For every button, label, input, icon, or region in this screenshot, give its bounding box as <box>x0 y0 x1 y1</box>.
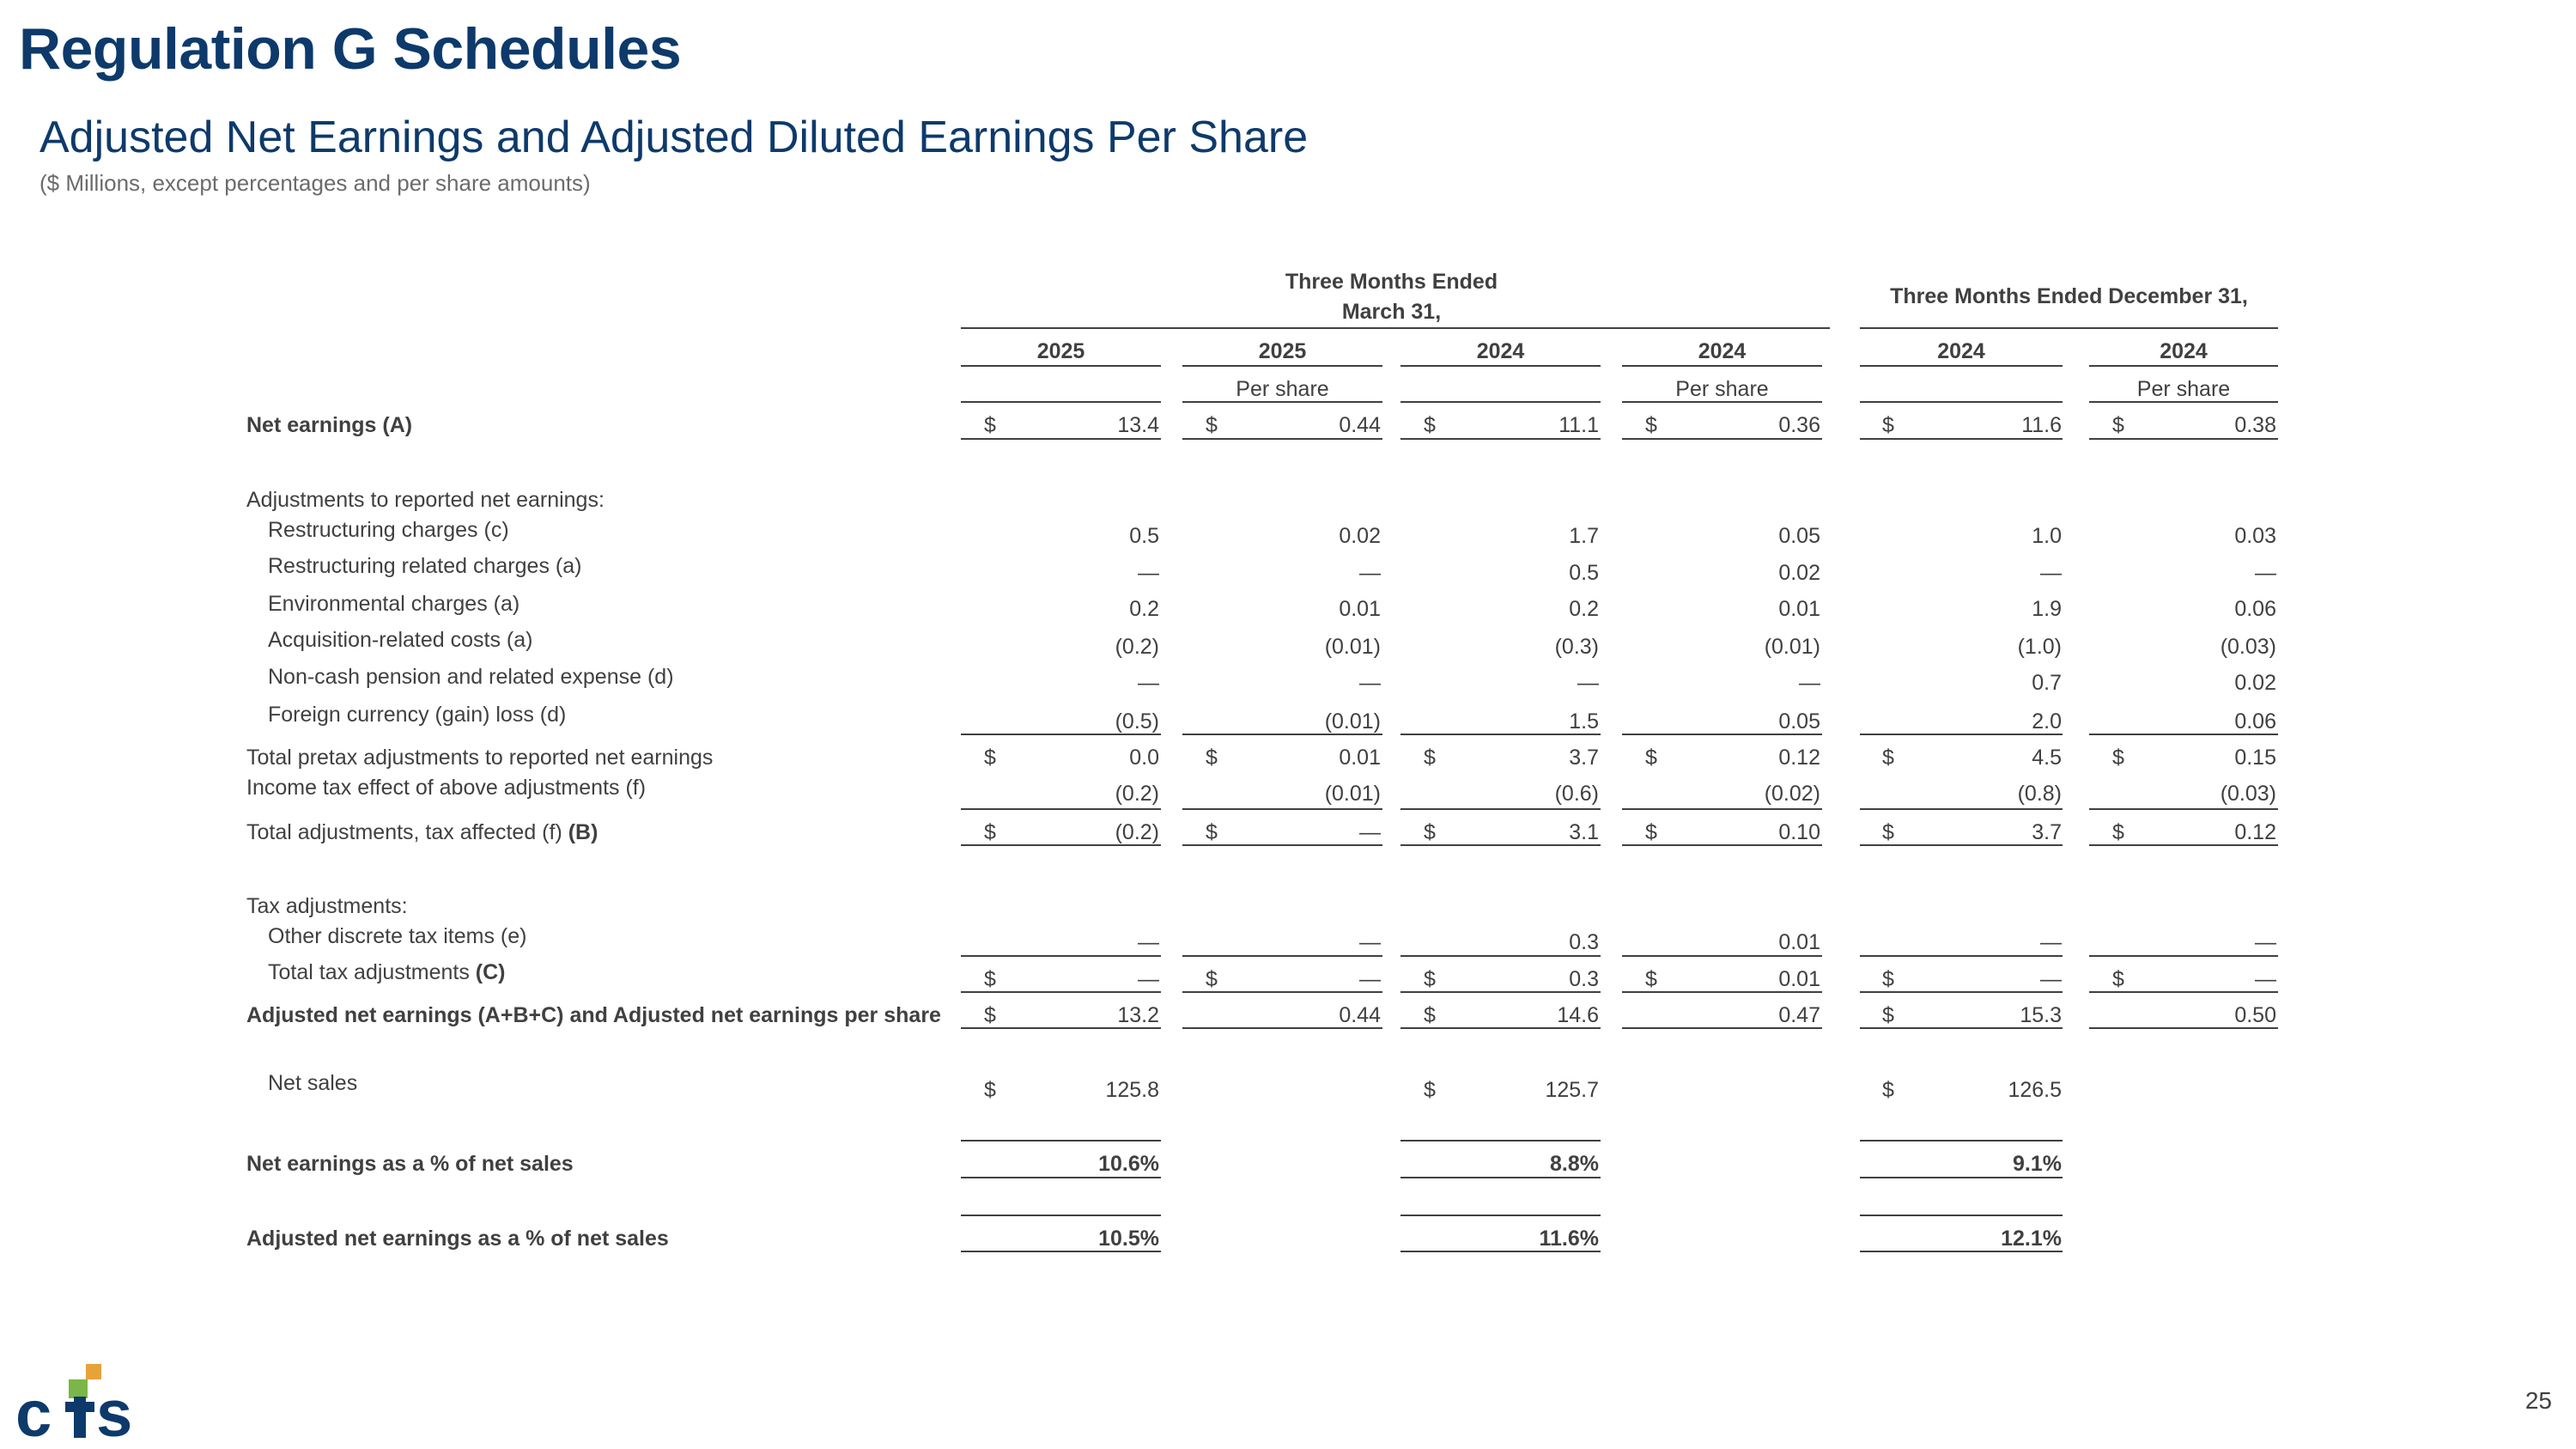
dollar-sign: $ <box>2112 820 2124 844</box>
table-cell: 0.7 <box>2032 671 2062 695</box>
table-cell: 0.01 <box>1778 930 1820 954</box>
company-logo <box>15 1362 153 1441</box>
year-header-rule <box>2089 365 2278 367</box>
table-cell: (0.01) <box>1324 709 1381 734</box>
table-cell: 0.12 <box>1778 746 1820 770</box>
dollar-sign: $ <box>1424 1078 1436 1102</box>
table-cell: 0.50 <box>2234 1003 2276 1027</box>
per-share-rule <box>1860 401 2063 403</box>
dollar-sign: $ <box>1645 820 1657 844</box>
table-cell: 0.44 <box>1339 1003 1381 1027</box>
table-cell: 4.5 <box>2032 746 2062 770</box>
row-underline <box>1622 1027 1822 1029</box>
table-cell: (0.3) <box>1554 635 1599 659</box>
per-share-label: Per share <box>1236 377 1329 401</box>
table-cell: 0.01 <box>1339 746 1381 770</box>
table-cell: — <box>1138 671 1159 695</box>
table-cell: 0.44 <box>1339 413 1381 437</box>
table-cell: — <box>1359 561 1381 585</box>
table-cell: — <box>1138 561 1159 585</box>
row-label: Total pretax adjustments to reported net earnings <box>246 746 714 770</box>
table-cell: (0.5) <box>1115 709 1159 734</box>
header-group2-rule <box>1860 327 2278 329</box>
row-underline <box>1182 1027 1382 1029</box>
row-underline <box>2089 844 2278 846</box>
year-header-rule <box>961 365 1161 367</box>
table-cell: — <box>2040 967 2062 991</box>
dollar-sign: $ <box>984 1078 996 1102</box>
row-underline <box>961 1251 1161 1252</box>
table-cell: (0.2) <box>1115 782 1159 806</box>
dollar-sign: $ <box>1882 820 1894 844</box>
row-overline <box>1400 1215 1601 1216</box>
page-number: 25 <box>2524 1387 2552 1414</box>
row-underline <box>1860 1177 2063 1178</box>
per-share-label: Per share <box>2136 377 2231 401</box>
table-cell: 0.3 <box>1569 930 1599 954</box>
row-underline <box>961 734 1161 735</box>
row-underline <box>961 991 1161 993</box>
row-underline <box>961 1177 1161 1178</box>
table-cell: 13.4 <box>1117 413 1159 437</box>
row-underline <box>1860 438 2063 440</box>
row-label: Net sales <box>268 1071 358 1095</box>
year-header-rule <box>1182 365 1382 367</box>
row-overline <box>961 1140 1161 1142</box>
dollar-sign: $ <box>1645 746 1657 770</box>
table-cell: — <box>2040 561 2062 585</box>
per-share-rule <box>1622 401 1822 403</box>
year-header-rule <box>1622 365 1822 367</box>
table-cell: 11.1 <box>1558 413 1599 437</box>
row-underline <box>1182 844 1382 846</box>
table-cell: 0.2 <box>1129 597 1159 621</box>
dollar-sign: $ <box>984 1003 996 1027</box>
year-header: 2024 <box>1698 339 1747 363</box>
section-subtitle: Adjusted Net Earnings and Adjusted Diluted Earnings Per Share <box>39 113 1309 162</box>
per-share-rule <box>961 401 1161 403</box>
table-cell: 1.7 <box>1569 524 1599 548</box>
year-header: 2024 <box>2160 339 2208 363</box>
table-cell: 0.05 <box>1778 709 1820 734</box>
table-cell: 125.7 <box>1545 1078 1599 1102</box>
header-march-line1: Three Months Ended <box>1285 270 1498 294</box>
header-december: Three Months Ended December 31, <box>1890 284 2248 308</box>
table-cell: 3.7 <box>2032 820 2062 844</box>
tax-adjustments-heading: Tax adjustments: <box>246 894 408 918</box>
table-cell: 0.38 <box>2234 413 2276 437</box>
row-underline <box>1860 1251 2063 1252</box>
table-cell: 2.0 <box>2032 709 2062 734</box>
table-cell: 0.01 <box>1778 597 1820 621</box>
table-cell: 12.1% <box>2001 1227 2062 1251</box>
table-cell: 0.02 <box>1339 524 1381 548</box>
table-cell: 3.7 <box>1569 746 1599 770</box>
svg-text:c: c <box>15 1378 52 1441</box>
header-march-line2: March 31, <box>1341 300 1442 324</box>
row-overline <box>961 1215 1161 1216</box>
table-cell: (0.02) <box>1764 782 1820 806</box>
adjustments-heading: Adjustments to reported net earnings: <box>246 488 605 512</box>
table-cell: (0.2) <box>1115 635 1159 659</box>
table-cell: — <box>1138 930 1159 954</box>
year-header: 2024 <box>1937 339 1985 363</box>
row-underline <box>2089 955 2278 957</box>
row-label: Other discrete tax items (e) <box>268 924 527 948</box>
table-cell: 0.10 <box>1778 820 1820 844</box>
table-cell: 0.0 <box>1129 746 1159 770</box>
table-cell: 0.03 <box>2234 524 2276 548</box>
row-underline <box>1860 734 2063 735</box>
dollar-sign: $ <box>1882 413 1894 437</box>
row-underline <box>1400 734 1601 735</box>
row-label: Adjusted net earnings (A+B+C) and Adjusted net earnings per share <box>246 1003 941 1027</box>
row-underline <box>1622 955 1822 957</box>
table-cell: 0.36 <box>1778 413 1820 437</box>
row-label: Non-cash pension and related expense (d) <box>268 665 674 689</box>
row-label: Net earnings as a % of net sales <box>246 1152 574 1176</box>
table-cell: — <box>1577 671 1599 695</box>
row-underline <box>2089 808 2278 810</box>
table-cell: 0.02 <box>2234 671 2276 695</box>
dollar-sign: $ <box>984 413 996 437</box>
row-underline <box>961 955 1161 957</box>
table-cell: — <box>2040 930 2062 954</box>
row-label: Restructuring charges (c) <box>268 518 509 542</box>
table-cell: 11.6% <box>1539 1227 1599 1251</box>
table-cell: — <box>1799 671 1820 695</box>
per-share-rule <box>2089 401 2278 403</box>
row-label-ref: (B) <box>568 820 598 844</box>
row-underline <box>1400 1177 1601 1178</box>
table-cell: 14.6 <box>1557 1003 1599 1027</box>
year-header: 2024 <box>1476 339 1525 363</box>
page-title: Regulation G Schedules <box>19 16 682 82</box>
dollar-sign: $ <box>1882 967 1894 991</box>
row-underline <box>2089 991 2278 993</box>
year-header: 2025 <box>1036 339 1085 363</box>
row-label-text: Total tax adjustments <box>268 960 470 984</box>
table-cell: 0.06 <box>2234 597 2276 621</box>
units-note: ($ Millions, except percentages and per share amounts) <box>39 170 591 196</box>
row-label: Foreign currency (gain) loss (d) <box>268 703 567 727</box>
table-cell: 0.47 <box>1778 1003 1820 1027</box>
row-label-text: Total adjustments, tax affected (f) <box>246 820 562 844</box>
dollar-sign: $ <box>1424 746 1436 770</box>
dollar-sign: $ <box>1645 967 1657 991</box>
dollar-sign: $ <box>1424 967 1436 991</box>
row-underline <box>1622 991 1822 993</box>
table-cell: 3.1 <box>1569 820 1599 844</box>
dollar-sign: $ <box>1206 746 1218 770</box>
row-underline <box>1182 734 1382 735</box>
row-underline <box>1622 808 1822 810</box>
per-share-rule <box>1400 401 1601 403</box>
row-underline <box>1622 844 1822 846</box>
table-cell: 0.05 <box>1778 524 1820 548</box>
row-underline <box>2089 1027 2278 1029</box>
row-underline <box>1860 808 2063 810</box>
dollar-sign: $ <box>2112 746 2124 770</box>
dollar-sign: $ <box>1206 820 1218 844</box>
row-label: Income tax effect of above adjustments (f) <box>246 776 647 800</box>
table-cell: — <box>1359 820 1381 844</box>
per-share-label: Per share <box>1675 377 1769 401</box>
table-cell: — <box>1138 967 1159 991</box>
table-cell: (1.0) <box>2017 635 2062 659</box>
row-underline <box>1182 955 1382 957</box>
table-cell: 11.6 <box>2021 413 2062 437</box>
table-cell: 126.5 <box>2008 1078 2062 1102</box>
row-underline <box>1400 1251 1601 1252</box>
table-cell: — <box>2255 967 2276 991</box>
table-cell: 15.3 <box>2020 1003 2062 1027</box>
row-underline <box>1400 808 1601 810</box>
table-cell: 9.1% <box>2013 1152 2062 1176</box>
row-label: Adjusted net earnings as a % of net sales <box>246 1227 669 1251</box>
table-cell: — <box>1359 671 1381 695</box>
row-underline <box>961 808 1161 810</box>
row-label <box>246 822 598 843</box>
row-underline <box>1400 438 1601 440</box>
table-cell: 1.5 <box>1569 709 1599 734</box>
dollar-sign: $ <box>1882 746 1894 770</box>
row-underline <box>1182 991 1382 993</box>
row-label: Restructuring related charges (a) <box>268 554 582 578</box>
table-cell: 1.9 <box>2032 597 2062 621</box>
table-cell: 0.5 <box>1129 524 1159 548</box>
table-cell: 0.12 <box>2234 820 2276 844</box>
table-cell: 125.8 <box>1105 1078 1159 1102</box>
year-header-rule <box>1400 365 1601 367</box>
table-cell: (0.2) <box>1115 820 1159 844</box>
table-cell: (0.03) <box>2220 782 2276 806</box>
table-cell: (0.6) <box>1554 782 1599 806</box>
table-cell: — <box>2255 930 2276 954</box>
year-header-rule <box>1860 365 2063 367</box>
dollar-sign: $ <box>1645 413 1657 437</box>
table-cell: 0.01 <box>1339 597 1381 621</box>
table-cell: 0.3 <box>1569 967 1599 991</box>
dollar-sign: $ <box>1424 820 1436 844</box>
dollar-sign: $ <box>2112 967 2124 991</box>
table-cell: — <box>1359 967 1381 991</box>
dollar-sign: $ <box>1424 1003 1436 1027</box>
row-underline <box>1860 844 2063 846</box>
row-label: Acquisition-related costs (a) <box>268 628 533 652</box>
table-cell: 10.6% <box>1098 1152 1159 1176</box>
row-label <box>268 962 506 983</box>
dollar-sign: $ <box>1882 1003 1894 1027</box>
year-header: 2025 <box>1258 339 1307 363</box>
per-share-rule <box>1182 401 1382 403</box>
row-underline <box>961 438 1161 440</box>
row-underline <box>2089 438 2278 440</box>
row-underline <box>1182 438 1382 440</box>
row-underline <box>1860 955 2063 957</box>
logo-green-square <box>69 1379 88 1398</box>
table-cell: 0.5 <box>1569 561 1599 585</box>
table-cell: 0.2 <box>1569 597 1599 621</box>
table-cell: 0.02 <box>1778 561 1820 585</box>
row-overline <box>1860 1215 2063 1216</box>
dollar-sign: $ <box>2112 413 2124 437</box>
table-cell: 8.8% <box>1550 1152 1599 1176</box>
dollar-sign: $ <box>984 820 996 844</box>
table-cell: 1.0 <box>2032 524 2062 548</box>
table-cell: 0.06 <box>2234 709 2276 734</box>
row-underline <box>1622 734 1822 735</box>
row-label: Net earnings (A) <box>246 413 413 437</box>
row-underline <box>1182 808 1382 810</box>
table-cell: 10.5% <box>1098 1227 1159 1251</box>
table-cell: 0.01 <box>1778 967 1820 991</box>
table-cell: — <box>1359 930 1381 954</box>
svg-text:s: s <box>96 1378 133 1441</box>
table-cell: (0.01) <box>1324 635 1381 659</box>
row-underline <box>961 1027 1161 1029</box>
row-overline <box>1860 1140 2063 1142</box>
row-underline <box>1400 1027 1601 1029</box>
dollar-sign: $ <box>984 746 996 770</box>
row-underline <box>1400 844 1601 846</box>
row-label-ref: (C) <box>475 960 506 984</box>
dollar-sign: $ <box>1206 967 1218 991</box>
header-group1-rule <box>961 327 1830 329</box>
table-cell: 13.2 <box>1117 1003 1159 1027</box>
table-cell: — <box>2255 561 2276 585</box>
row-label: Environmental charges (a) <box>268 592 520 616</box>
table-cell: (0.01) <box>1324 782 1381 806</box>
dollar-sign: $ <box>1206 413 1218 437</box>
dollar-sign: $ <box>984 967 996 991</box>
row-overline <box>1400 1140 1601 1142</box>
dollar-sign: $ <box>1882 1078 1894 1102</box>
row-underline <box>961 844 1161 846</box>
table-cell: (0.03) <box>2220 635 2276 659</box>
row-underline <box>1860 1027 2063 1029</box>
table-cell: (0.8) <box>2017 782 2062 806</box>
dollar-sign: $ <box>1424 413 1436 437</box>
row-underline <box>1860 991 2063 993</box>
row-underline <box>2089 734 2278 735</box>
row-underline <box>1400 991 1601 993</box>
table-cell: 0.15 <box>2234 746 2276 770</box>
row-underline <box>1400 955 1601 957</box>
row-underline <box>1622 438 1822 440</box>
table-cell: (0.01) <box>1764 635 1820 659</box>
